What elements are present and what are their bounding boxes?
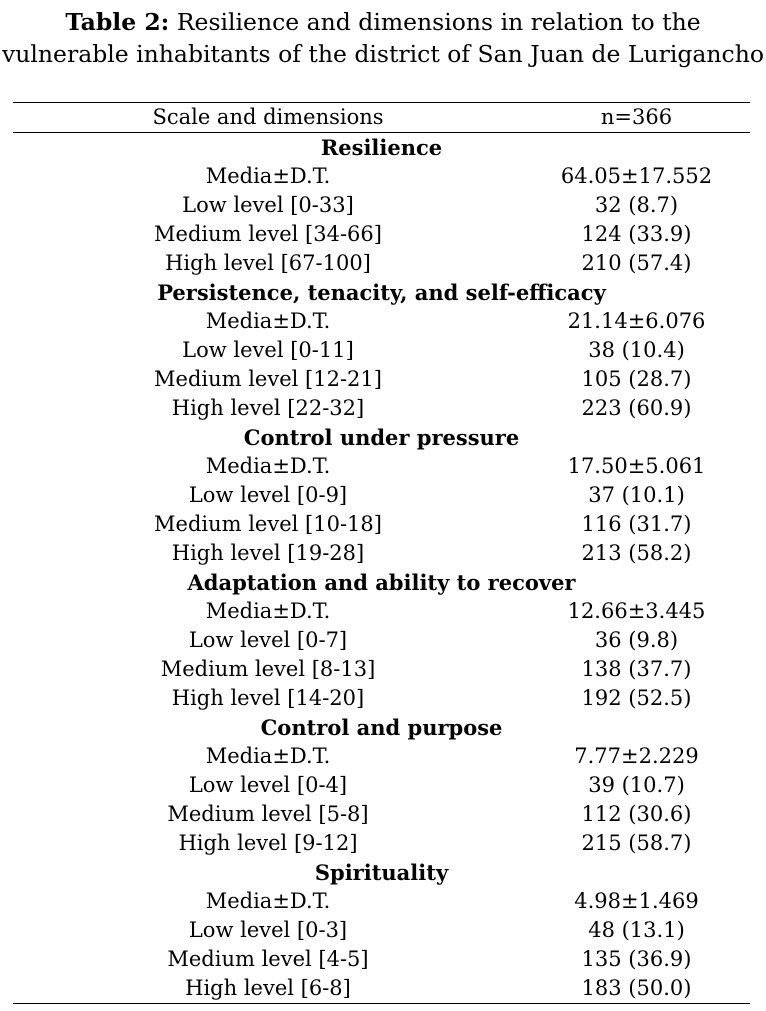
table-row bbox=[13, 307, 750, 336]
row-value: 37 (10.1) bbox=[588, 483, 685, 507]
row-label: Low level [0-11] bbox=[182, 338, 354, 362]
row-label: Medium level [12-21] bbox=[154, 367, 382, 391]
row-value: 64.05±17.552 bbox=[560, 164, 713, 188]
section-title: Persistence, tenacity, and self-efficacy bbox=[157, 280, 606, 305]
row-value: 39 (10.7) bbox=[588, 773, 685, 797]
table-row bbox=[13, 162, 750, 191]
row-value: 36 (9.8) bbox=[594, 628, 679, 652]
row-label: Low level [0-33] bbox=[182, 193, 354, 217]
table-row bbox=[13, 887, 750, 916]
row-label: Medium level [5-8] bbox=[167, 802, 369, 826]
section-title: Control and purpose bbox=[260, 715, 503, 740]
table-row bbox=[13, 220, 750, 249]
section-row bbox=[13, 133, 750, 163]
row-label: Low level [0-7] bbox=[188, 628, 348, 652]
row-label: Medium level [10-18] bbox=[154, 512, 382, 536]
table-row bbox=[13, 597, 750, 626]
row-value: 213 (58.2) bbox=[581, 541, 692, 565]
table-row bbox=[13, 771, 750, 800]
row-label: Media±D.T. bbox=[205, 599, 331, 623]
table-row bbox=[13, 394, 750, 423]
table-row bbox=[13, 626, 750, 655]
table-row bbox=[13, 916, 750, 945]
table-caption bbox=[0, 0, 766, 96]
row-label: High level [67-100] bbox=[165, 251, 371, 275]
row-value: 105 (28.7) bbox=[581, 367, 692, 391]
table-row bbox=[13, 742, 750, 771]
section-row bbox=[13, 423, 750, 452]
section-title: Spirituality bbox=[314, 860, 449, 885]
section-row bbox=[13, 713, 750, 742]
table-row bbox=[13, 481, 750, 510]
table-header-row bbox=[13, 103, 750, 133]
row-label: Low level [0-3] bbox=[188, 918, 348, 942]
table-row bbox=[13, 191, 750, 220]
header-n: n=366 bbox=[523, 103, 750, 133]
results-table bbox=[13, 102, 750, 1004]
caption-label: Table 2: bbox=[65, 8, 170, 36]
table-row bbox=[13, 452, 750, 481]
row-label: Media±D.T. bbox=[205, 744, 331, 768]
table-row bbox=[13, 945, 750, 974]
row-label: Low level [0-4] bbox=[188, 773, 348, 797]
header-scale: Scale and dimensions bbox=[13, 103, 523, 133]
table-row bbox=[13, 655, 750, 684]
row-value: 112 (30.6) bbox=[581, 802, 692, 826]
caption-text: Resilience and dimensions in relation to the vulnerable inhabitants of the district of San Juan de Lurigancho bbox=[2, 8, 764, 68]
row-value: 135 (36.9) bbox=[581, 947, 692, 971]
row-value: 183 (50.0) bbox=[523, 974, 750, 1004]
row-value: 223 (60.9) bbox=[581, 396, 692, 420]
row-value: 48 (13.1) bbox=[588, 918, 685, 942]
row-value: 210 (57.4) bbox=[581, 251, 692, 275]
row-value: 21.14±6.076 bbox=[567, 309, 706, 333]
row-value: 17.50±5.061 bbox=[567, 454, 706, 478]
table-row bbox=[13, 249, 750, 278]
table-row bbox=[13, 800, 750, 829]
section-row bbox=[13, 568, 750, 597]
table-row bbox=[13, 510, 750, 539]
section-title: Control under pressure bbox=[243, 425, 520, 450]
row-label: Media±D.T. bbox=[205, 164, 331, 188]
row-label: High level [19-28] bbox=[171, 541, 365, 565]
row-value: 215 (58.7) bbox=[581, 831, 692, 855]
table-row bbox=[13, 539, 750, 568]
row-label: Media±D.T. bbox=[205, 309, 331, 333]
table-row bbox=[13, 829, 750, 858]
row-value: 32 (8.7) bbox=[594, 193, 679, 217]
row-label: Medium level [34-66] bbox=[154, 222, 382, 246]
row-label: High level [9-12] bbox=[178, 831, 358, 855]
table-row bbox=[13, 974, 750, 1004]
row-label: Media±D.T. bbox=[205, 454, 331, 478]
row-value: 7.77±2.229 bbox=[574, 744, 699, 768]
row-value: 12.66±3.445 bbox=[567, 599, 706, 623]
row-label: Medium level [4-5] bbox=[167, 947, 369, 971]
table-row bbox=[13, 684, 750, 713]
row-label: High level [6-8] bbox=[13, 974, 523, 1004]
row-label: Media±D.T. bbox=[205, 889, 331, 913]
row-value: 124 (33.9) bbox=[581, 222, 692, 246]
row-value: 38 (10.4) bbox=[588, 338, 685, 362]
row-label: High level [22-32] bbox=[171, 396, 365, 420]
table-row bbox=[13, 365, 750, 394]
table-row bbox=[13, 336, 750, 365]
section-row bbox=[13, 278, 750, 307]
row-value: 4.98±1.469 bbox=[574, 889, 699, 913]
row-value: 116 (31.7) bbox=[581, 512, 692, 536]
row-label: Low level [0-9] bbox=[188, 483, 348, 507]
row-value: 138 (37.7) bbox=[581, 657, 692, 681]
row-label: High level [14-20] bbox=[171, 686, 365, 710]
row-value: 192 (52.5) bbox=[581, 686, 692, 710]
section-title: Adaptation and ability to recover bbox=[187, 570, 576, 595]
table-body bbox=[13, 133, 750, 1004]
row-label: Medium level [8-13] bbox=[160, 657, 376, 681]
section-title: Resilience bbox=[320, 135, 443, 160]
section-row bbox=[13, 858, 750, 887]
